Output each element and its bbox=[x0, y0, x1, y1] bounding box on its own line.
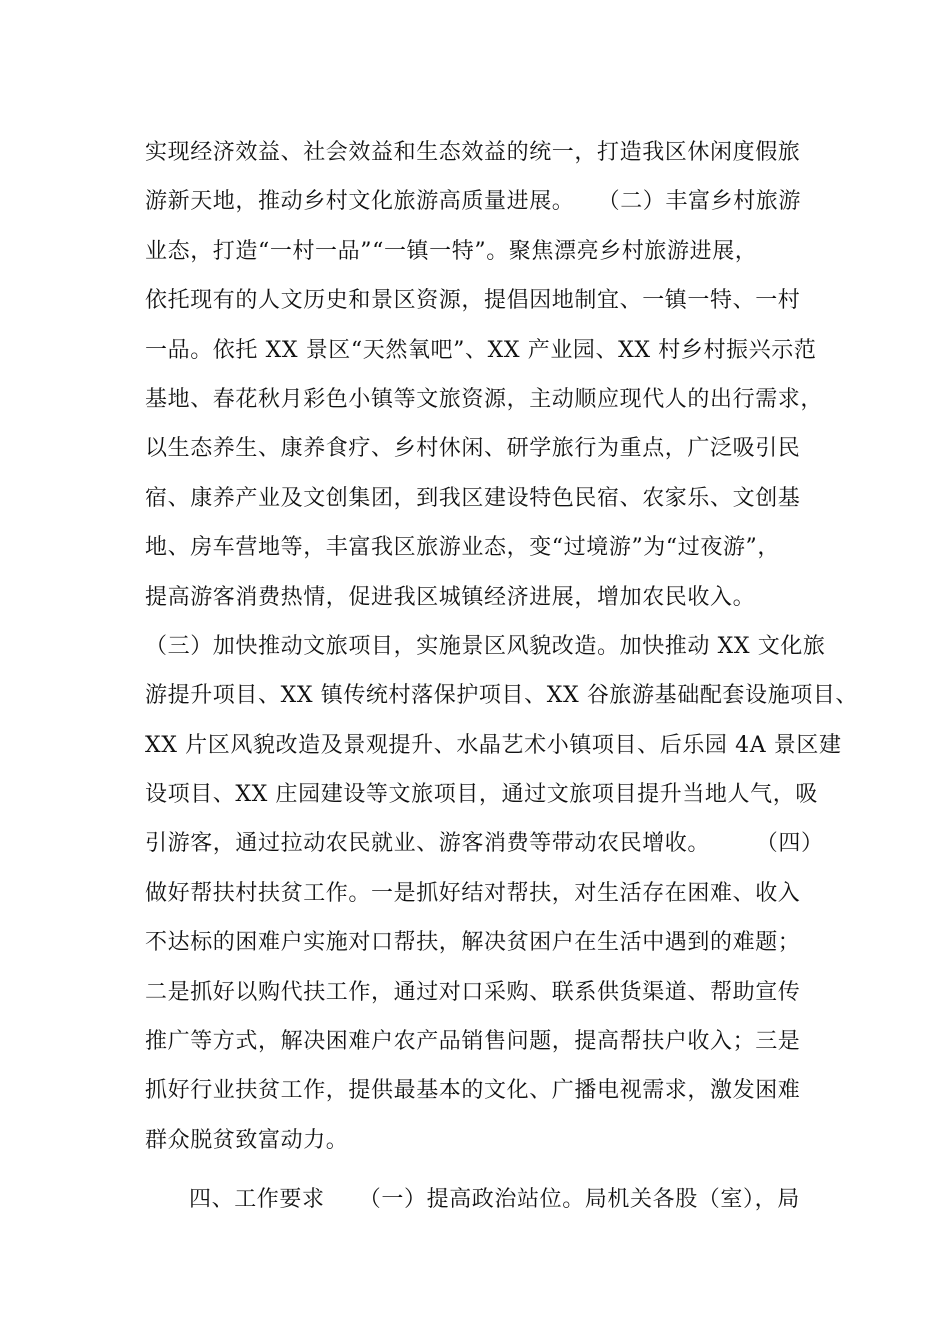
text-line: 游提升项目、XX 镇传统村落保护项目、XX 谷旅游基础配套设施项目、 bbox=[145, 683, 859, 709]
text-line: 地、房车营地等，丰富我区旅游业态，变“过境游”为“过夜游”， bbox=[145, 535, 780, 561]
text-line: 群众脱贫致富动力。 bbox=[145, 1127, 349, 1153]
text-line: 基地、春花秋月彩色小镇等文旅资源，主动顺应现代人的出行需求， bbox=[145, 386, 824, 412]
text-line: 提高游客消费热情，促进我区城镇经济进展，增加农民收入。 bbox=[145, 584, 756, 610]
body-text bbox=[145, 128, 859, 1225]
section-heading-line: 四、工作要求 （一）提高政治站位。局机关各股（室），局 bbox=[189, 1187, 800, 1213]
text-line: （三）加快推动文旅项目，实施景区风貌改造。加快推动 XX 文化旅 bbox=[145, 633, 826, 659]
text-line: XX 片区风貌改造及景观提升、水晶艺术小镇项目、后乐园 4A 景区建 bbox=[145, 732, 842, 758]
text-line: 二是抓好以购代扶工作，通过对口采购、联系供货渠道、帮助宣传 bbox=[145, 979, 801, 1005]
text-line: 推广等方式，解决困难户农产品销售问题，提高帮扶户收入；三是 bbox=[145, 1029, 801, 1055]
text-line: 游新天地，推动乡村文化旅游高质量进展。 （二）丰富乡村旅游 bbox=[145, 189, 802, 215]
text-line: 业态，打造“一村一品”“一镇一特”。聚焦漂亮乡村旅游进展， bbox=[145, 238, 758, 264]
text-line: 依托现有的人文历史和景区资源，提倡因地制宜、一镇一特、一村 bbox=[145, 288, 801, 314]
text-line: 宿、康养产业及文创集团，到我区建设特色民宿、农家乐、文创基 bbox=[145, 485, 801, 511]
text-line: 引游客，通过拉动农民就业、游客消费等带动农民增收。 （四） bbox=[145, 831, 824, 857]
text-line: 以生态养生、康养食疗、乡村休闲、研学旅行为重点，广泛吸引民 bbox=[145, 436, 801, 462]
text-line: 一品。依托 XX 景区“天然氧吧”、XX 产业园、XX 村乡村振兴示范 bbox=[145, 337, 817, 363]
text-line: 抓好行业扶贫工作，提供最基本的文化、广播电视需求，激发困难 bbox=[145, 1078, 801, 1104]
text-line: 实现经济效益、社会效益和生态效益的统一，打造我区休闲度假旅 bbox=[145, 140, 801, 165]
text-line: 设项目、XX 庄园建设等文旅项目，通过文旅项目提升当地人气，吸 bbox=[145, 782, 818, 808]
text-line: 不达标的困难户实施对口帮扶，解决贫困户在生活中遇到的难题； bbox=[145, 930, 801, 956]
text-line: 做好帮扶村扶贫工作。一是抓好结对帮扶，对生活存在困难、收入 bbox=[145, 880, 801, 906]
